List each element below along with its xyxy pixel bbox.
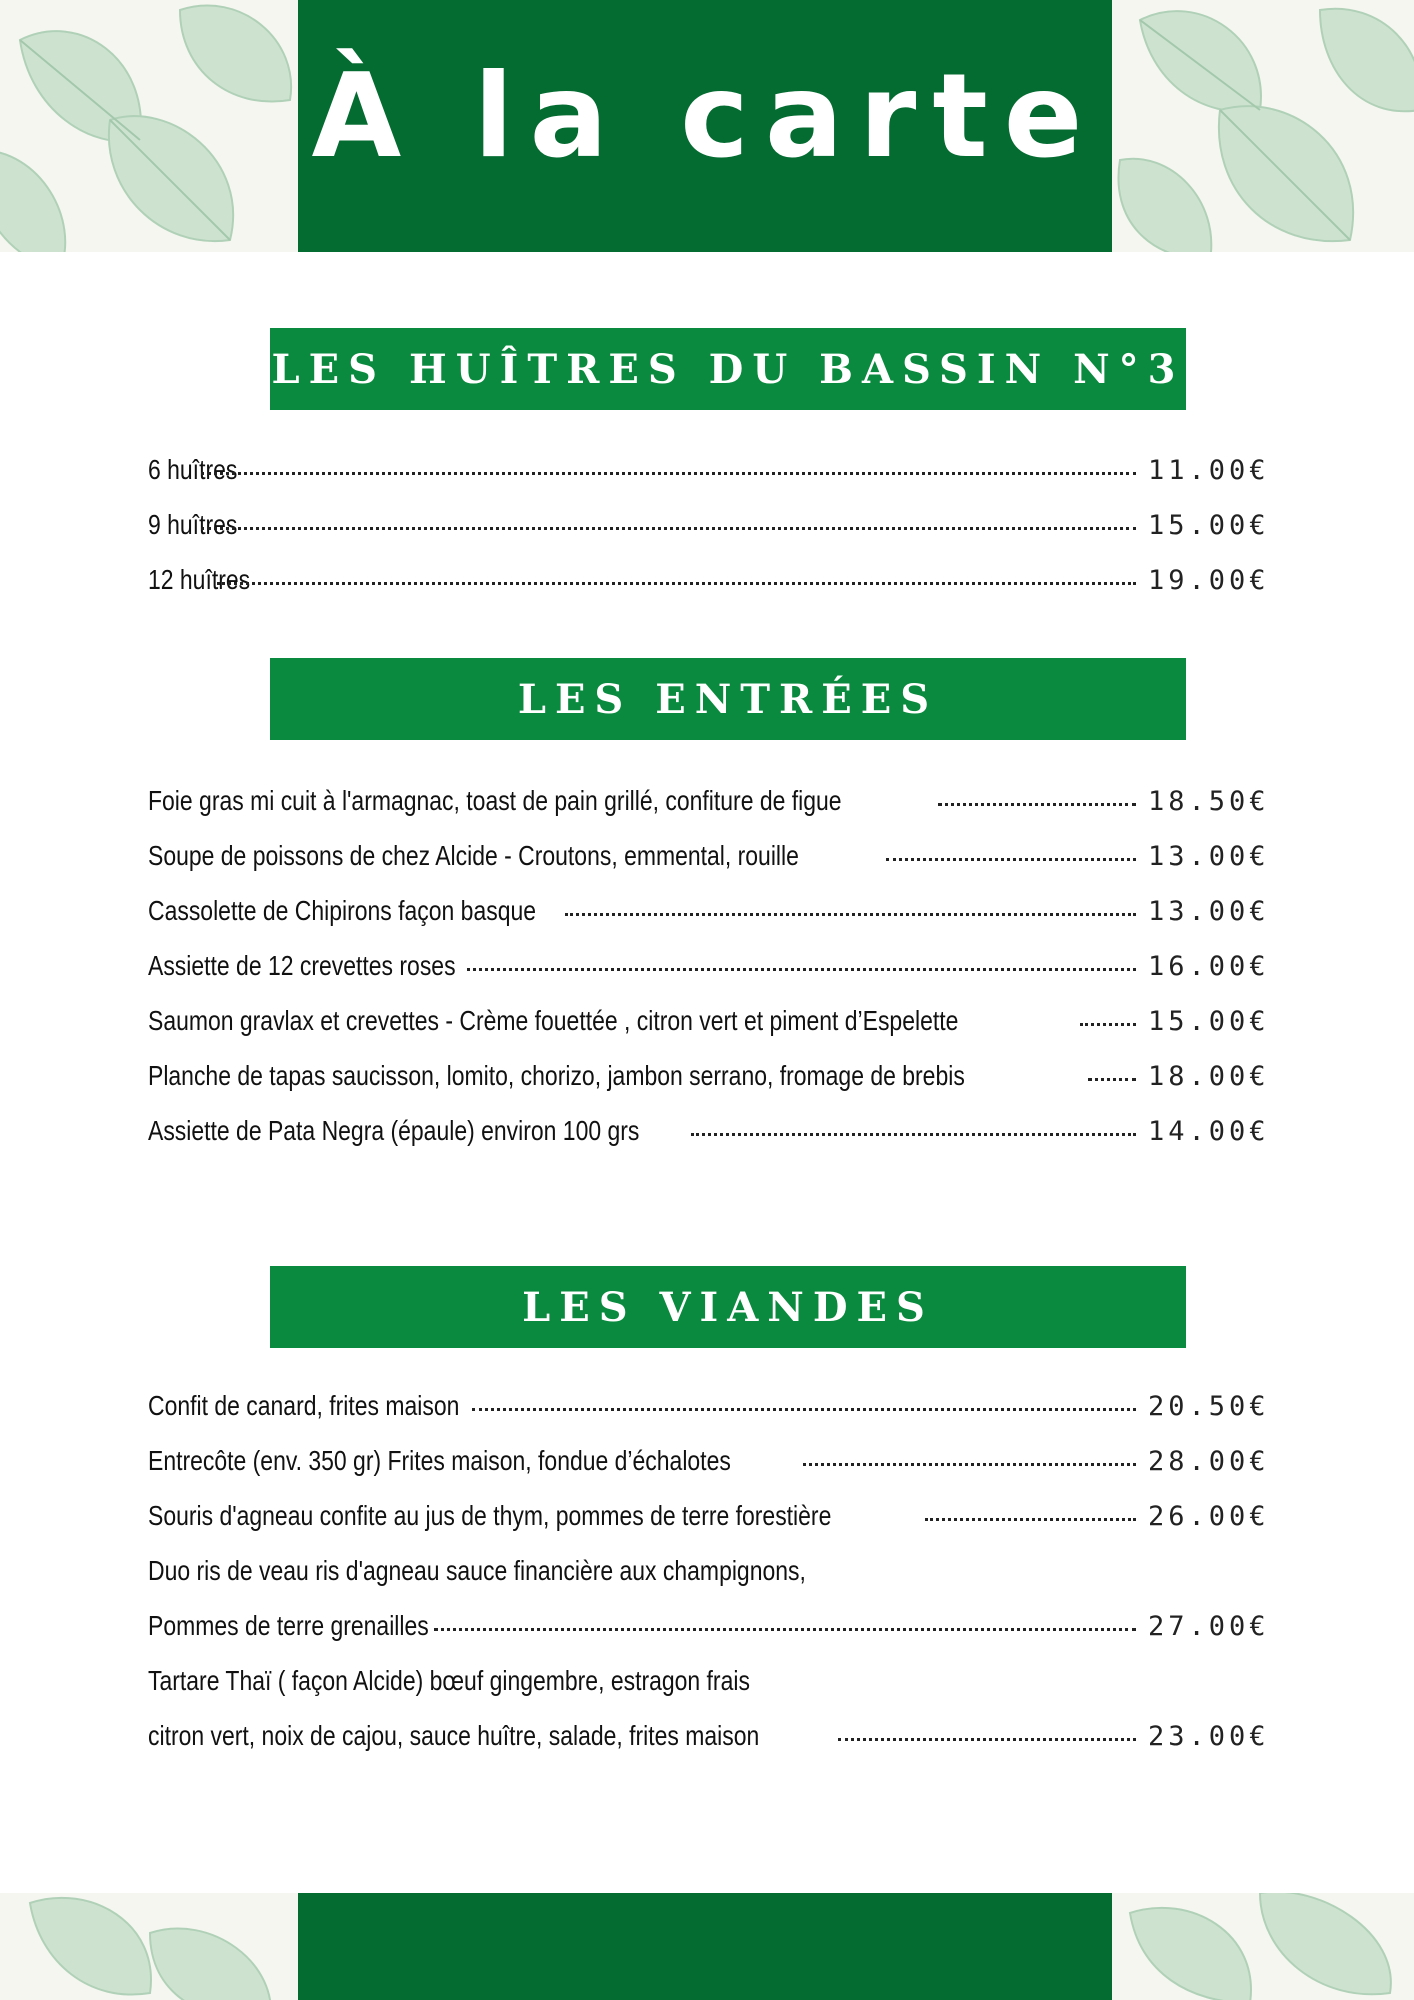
item-price: 13.00€ [1148,841,1270,872]
dot-leader [217,582,1136,585]
item-name: 9 huîtres [148,509,238,540]
menu-list-viandes [148,1378,1270,1763]
menu-item [148,1048,1270,1103]
dot-leader [565,913,1136,916]
dot-leader [201,527,1136,530]
item-name: Assiette de 12 crevettes roses [148,950,456,981]
menu-item [148,1103,1270,1158]
menu-item [148,1433,1270,1488]
menu-list-entrees [148,773,1270,1158]
item-price: 18.00€ [1148,1061,1270,1092]
dot-leader [886,858,1136,861]
title-banner [298,0,1112,252]
item-name: citron vert, noix de cajou, sauce huître, salade, frites maison [148,1720,760,1751]
menu-item [148,1378,1270,1433]
item-price: 16.00€ [1148,951,1270,982]
dot-leader [201,472,1136,475]
item-name: 6 huîtres [148,454,238,485]
section-header-viandes [270,1266,1186,1348]
item-name: Tartare Thaï ( façon Alcide) bœuf gingembre, estragon frais [148,1665,750,1696]
item-name: Cassolette de Chipirons façon basque [148,895,537,926]
item-name: Duo ris de veau ris d'agneau sauce financière aux champignons, [148,1555,806,1586]
dot-leader [838,1738,1137,1741]
menu-item [148,883,1270,938]
dot-leader [1088,1078,1136,1081]
dot-leader [472,1408,1136,1411]
item-price: 13.00€ [1148,896,1270,927]
footer-banner [298,1893,1112,2000]
item-price: 19.00€ [1148,565,1270,596]
item-price: 20.50€ [1148,1391,1270,1422]
menu-item [148,938,1270,993]
item-price: 14.00€ [1148,1116,1270,1147]
section-header-entrees [270,658,1186,740]
menu-item [148,497,1270,552]
section-header-huitres [270,328,1186,410]
item-name: Soupe de poissons de chez Alcide - Croutons, emmental, rouille [148,840,799,871]
item-price: 18.50€ [1148,786,1270,817]
menu-item-line [148,1653,1256,1708]
item-price: 27.00€ [1148,1611,1270,1642]
dot-leader [938,803,1136,806]
menu-item [148,442,1270,497]
dot-leader [434,1628,1136,1631]
dot-leader [691,1133,1136,1136]
item-price: 23.00€ [1148,1721,1270,1752]
item-name: Entrecôte (env. 350 gr) Frites maison, fondue d’échalotes [148,1445,731,1476]
menu-item [148,1488,1270,1543]
item-price: 15.00€ [1148,1006,1270,1037]
section-title: LES VIANDES [522,1283,934,1331]
dot-leader [803,1463,1136,1466]
item-price: 28.00€ [1148,1446,1270,1477]
item-name: Saumon gravlax et crevettes - Crème fouettée , citron vert et piment d’Espelette [148,1005,959,1036]
page-title: À la carte [311,48,1099,184]
menu-item [148,1598,1270,1653]
menu-list-huitres [148,442,1270,607]
menu-item [148,773,1270,828]
menu-item-line [148,1543,1256,1598]
menu-item [148,552,1270,607]
item-price: 15.00€ [1148,510,1270,541]
section-title: LES HUÎTRES DU BASSIN N°3 [271,345,1185,393]
item-price: 26.00€ [1148,1501,1270,1532]
item-name: Confit de canard, frites maison [148,1390,460,1421]
menu-item [148,828,1270,883]
section-title: LES ENTRÉES [517,675,939,723]
item-name: Planche de tapas saucisson, lomito, chorizo, jambon serrano, fromage de brebis [148,1060,965,1091]
item-name: 12 huîtres [148,564,251,595]
item-name: Foie gras mi cuit à l'armagnac, toast de pain grillé, confiture de figue [148,785,842,816]
item-price: 11.00€ [1148,455,1270,486]
item-name: Assiette de Pata Negra (épaule) environ 100 grs [148,1115,640,1146]
dot-leader [925,1518,1136,1521]
dot-leader [1080,1023,1136,1026]
menu-item [148,993,1270,1048]
dot-leader [467,968,1136,971]
item-name: Souris d'agneau confite au jus de thym, pommes de terre forestière [148,1500,832,1531]
item-name: Pommes de terre grenailles [148,1610,429,1641]
menu-item [148,1708,1270,1763]
